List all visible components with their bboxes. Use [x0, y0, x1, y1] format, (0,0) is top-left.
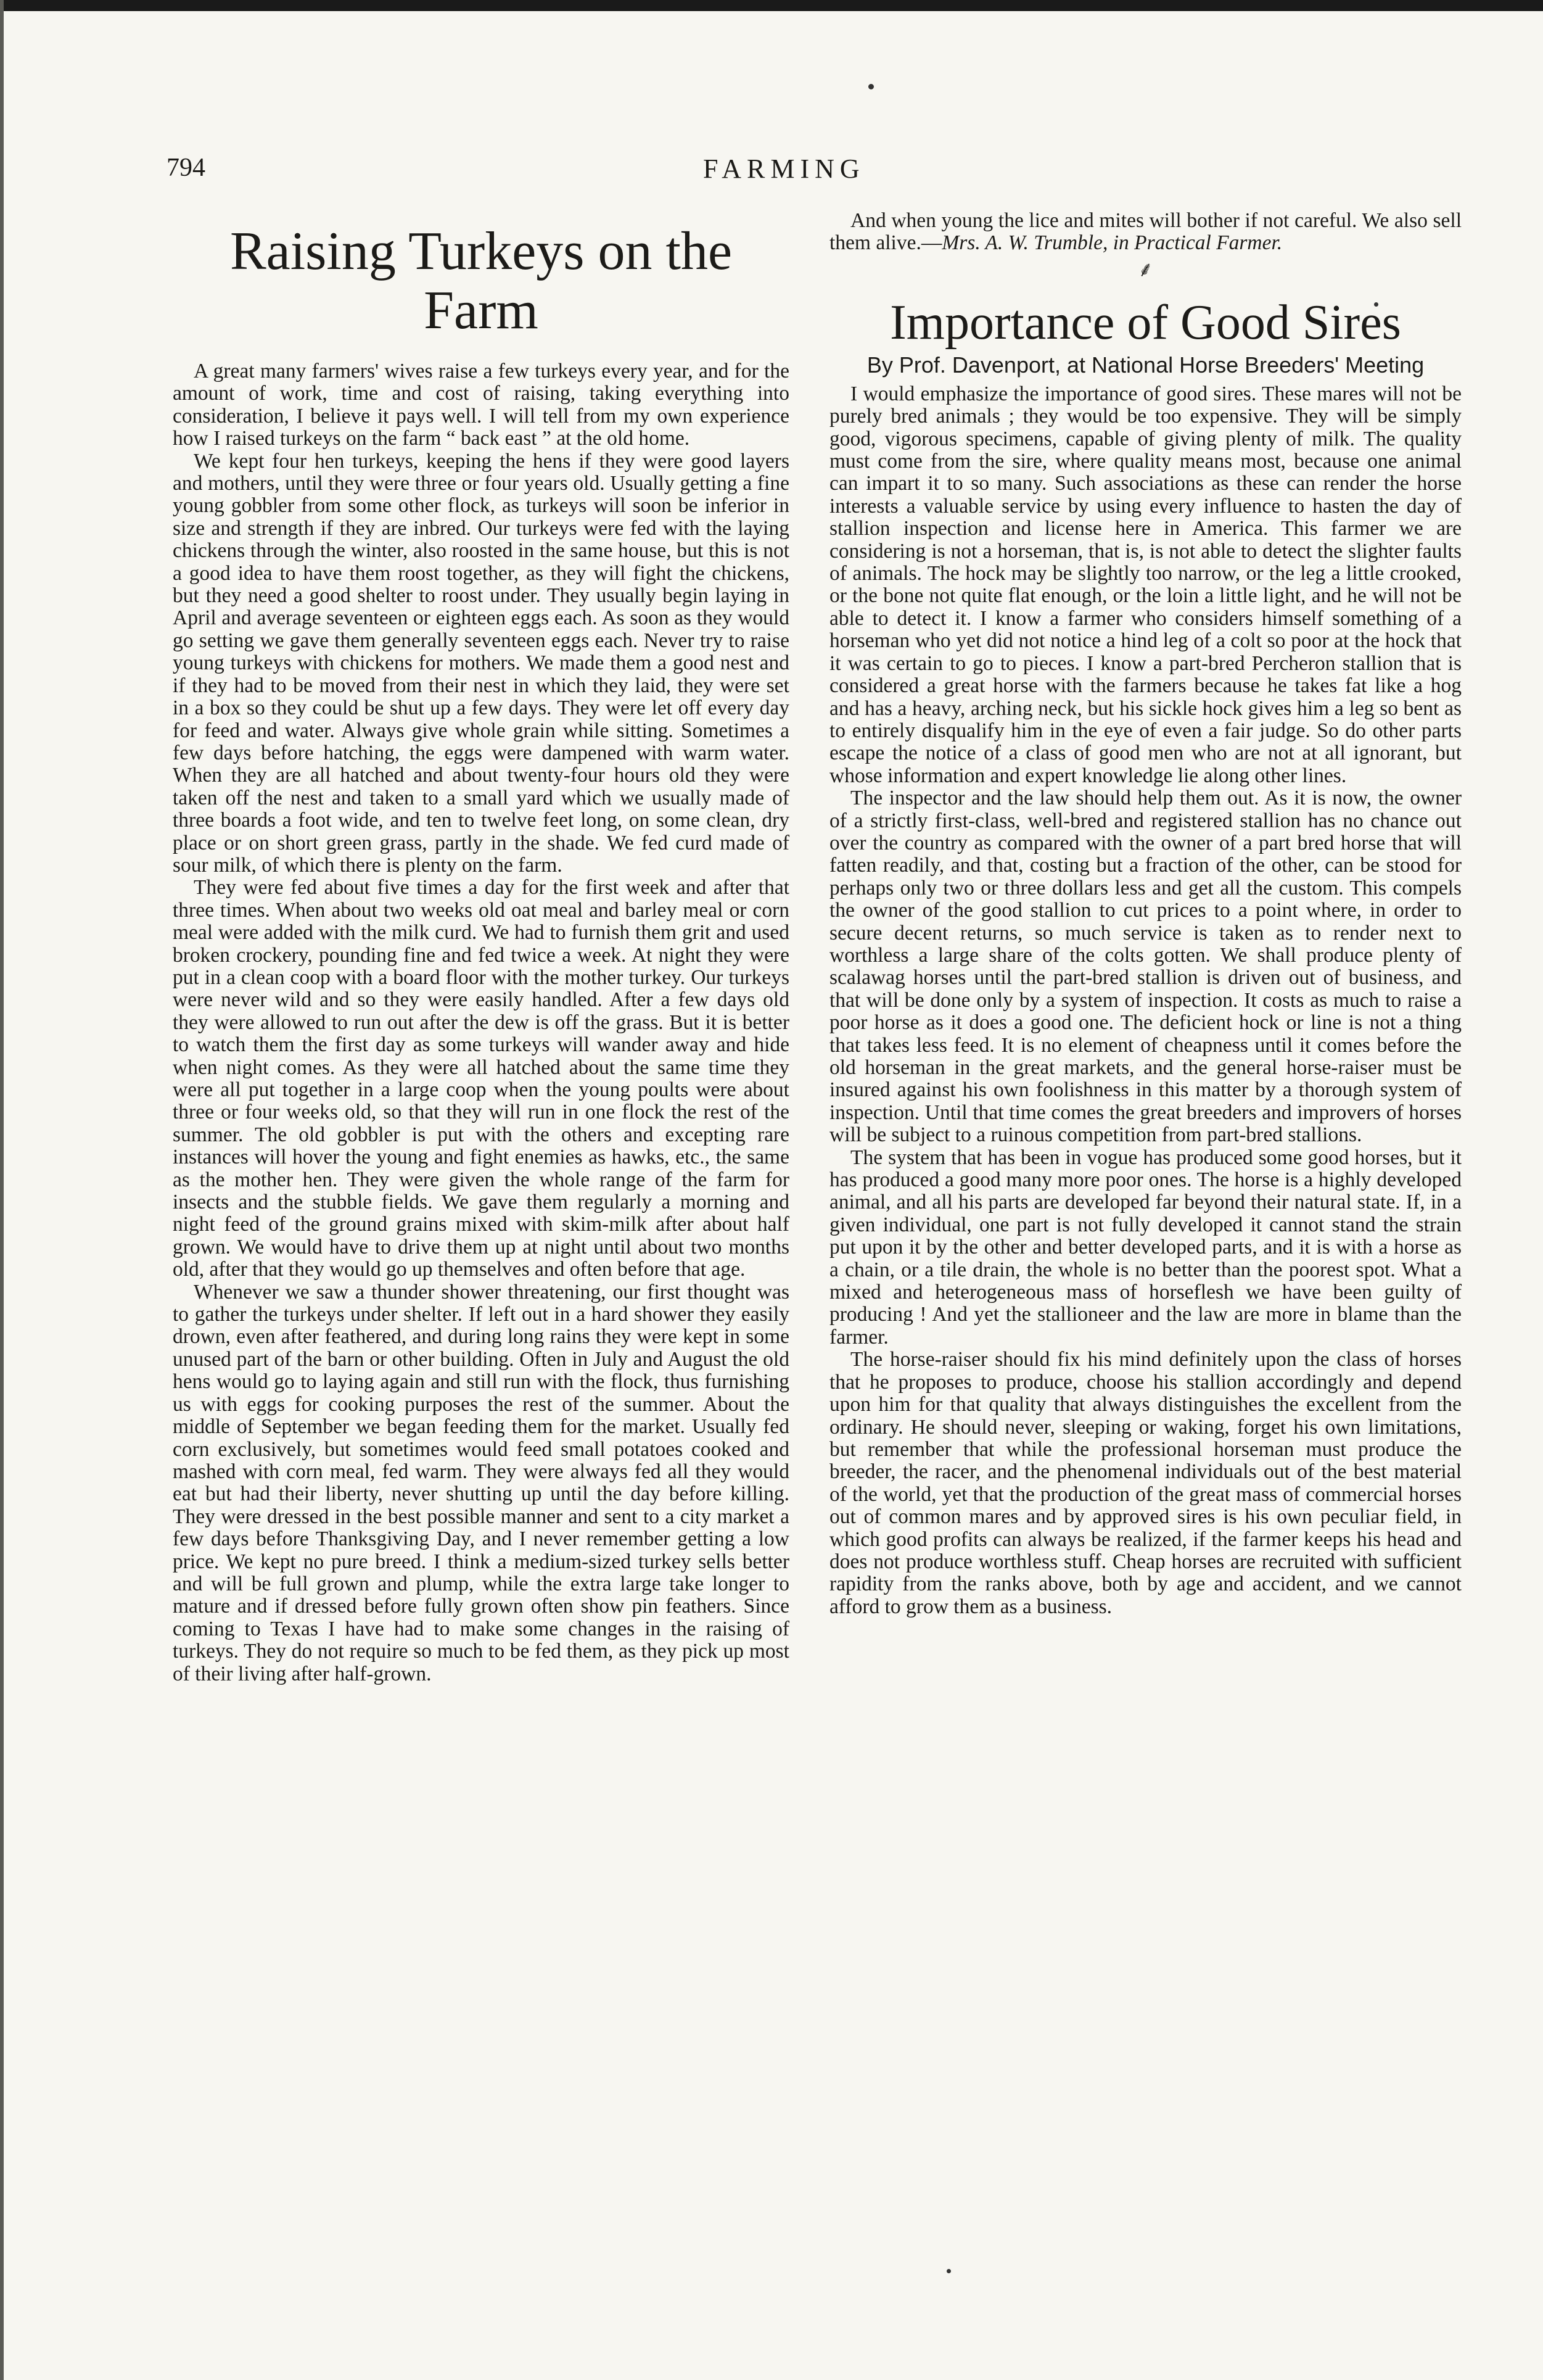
article-title-sires: Importance of Good Sires	[890, 295, 1401, 350]
article-credit: Mrs. A. W. Trumble, in Practical Farmer.	[942, 231, 1283, 255]
article-byline: By Prof. Davenport, at National Horse Breeders' Meeting	[866, 352, 1425, 378]
speck-mark	[947, 2269, 951, 2273]
speck-mark	[868, 84, 874, 89]
paragraph: The horse-raiser should fix his mind definitely upon the class of horses that he proposes to produce, choose his stallion accordingly and depend upon him for that quality that always distinguishes the excellent from the ordinary. He should never, sleeping or waking, forget his own limitations, but remember that while the professional horseman must produce the breeder, the racer, and the phenomenal individuals out of the best material of the world, yet that the production of the great mass of commercial horses out of common mares and by approved sires is his own peculiar field, in which good profits can always be realized, if the farmer keeps his head and does not produce worthless stuff. Cheap horses are recruited with sufficient rapidity from the ranks above, both by age and accident, and we cannot afford to grow them as a business.	[829, 1348, 1462, 1618]
page-number: 794	[167, 154, 205, 182]
ornament-divider: ⸙	[1137, 258, 1154, 281]
continuation-paragraph	[829, 210, 1462, 255]
paragraph: Whenever we saw a thunder shower threatening, our first thought was to gather the turkeys under shelter. If left out in a hard shower they easily drown, even after feathered, and during long rains they were kept in some unused part of the barn or other building. Often in July and August the old hens would go to laying again and still run with the flock, thus furnishing us with eggs for cooking purposes the rest of the summer. About the middle of September we began feeding them for the market. Usually fed corn exclusively, but sometimes would feed small potatoes cooked and mashed with corn meal, fed warm. They were always fed all they would eat but had their liberty, never shutting up until the day before killing. They were dressed in the best possible manner and sent to a city market a few days before Thanksgiving Day, and I never remember getting a low price. We kept no pure breed. I think a medium-sized turkey sells better and will be full grown and plump, while the extra large take longer to mature and if dressed before fully grown often show pin feathers. Since coming to Texas I have had to make some changes in the raising of turkeys. They do not require so much to be fed them, as they pick up most of their living after half-grown.	[173, 1280, 789, 1685]
paragraph: They were fed about five times a day for the first week and after that three times. When about two weeks old oat meal and barley meal or corn meal were added with the milk curd. We had to furnish them grit and used broken crockery, pounding fine and fed twice a week. At night they were put in a clean coop with a board floor with the mother turkey. Our turkeys were never wild and so they were easily handled. After a few days old they were allowed to run out after the dew is off the grass. But it is better to watch them the first day as some turkeys will wander away and hide when night comes. As they were all hatched about the same time they were all put together in a large coop when the young poults were about three or four weeks old, so that they will run in one flock the rest of the summer. The old gobbler is put with the others and excepting rare instances will hover the young and fight enemies as hawks, etc., the same as the mother hen. They were given the whole range of the farm for insects and the stubble fields. We gave them regularly a morning and night feed of the ground grains mixed with skim-milk after about half grown. We would have to drive them up at night until about two months old, after that they would go up themselves and often before that age.	[173, 876, 789, 1281]
running-title: FARMING	[703, 154, 865, 184]
paragraph: I would emphasize the importance of good sires. These mares will not be purely bred animals ; they would be too expensive. They will be simply good, vigorous specimens, capable of giving plenty of milk. The quality must come from the sire, where quality means most, because one animal can impart it to so many. Such associations as these can render the horse interests a valuable service by using every influence to hasten the day of stallion inspection and license here in America. This farmer we are considering is not a horseman, that is, is not able to detect the slighter faults of animals. The hock may be slightly too narrow, or the leg a little crooked, or the bone not quite flat enough, or the loin a little light, and he will not be able to detect it. I know a farmer who considers himself something of a horseman who yet did not notice a hind leg of a colt so poor at the hock that it was certain to go to pieces. I know a part-bred Percheron stallion that is considered a great horse with the farmers because he takes fat like a hog and has a heavy, arching neck, but his sickle hock gives him a leg so bent as to entirely disqualify him in the eye of even a fair judge. So do other parts escape the notice of a class of good men who are not at all ignorant, but whose information and expert knowledge lie along other lines.	[829, 382, 1462, 787]
paragraph: A great many farmers' wives raise a few turkeys every year, and for the amount of work, time and cost of raising, taking everything into consideration, I believe it pays well. I will tell from my own experience how I raised turkeys on the farm “ back east ” at the old home.	[173, 360, 789, 450]
top-border-rule	[0, 0, 1543, 11]
paragraph: The system that has been in vogue has produced some good horses, but it has produced a good many more poor ones. The horse is a highly developed animal, and all his parts are developed far beyond their natural state. If, in a given individual, one part is not fully developed it cannot stand the strain put upon it by the other and better developed parts, and it is with a horse as a chain, or a tile drain, the whole is no better than the poorest spot. What a mixed and heterogeneous mass of horseflesh we have been guilty of producing ! And yet the stallioneer and the law are more in blame than the farmer.	[829, 1146, 1462, 1349]
left-column	[173, 210, 789, 1685]
paragraph: The inspector and the law should help them out. As it is now, the owner of a strictly first-class, well-bred and registered stallion has no chance out over the country as compared with the owner of a part bred horse that will fatten readily, and that, costing but a fraction of the other, can be stood for perhaps only two or three dollars less and get all the custom. This compels the owner of the good stallion to cut prices to a point where, in order to secure decent returns, so much service is taken as to render next to worthless a large share of the colts gotten. We shall produce plenty of scalawag horses until the part-bred stallion is driven out of business, and that will be done only by a system of inspection. It costs as much to raise a poor horse as it does a good one. The deficient hock or line is not a thing that takes less feed. It is no element of cheapness until it comes before the old horseman in the great markets, and the general horse-raiser must be insured against his own foolishness in this matter by a thorough system of inspection. Until that time comes the great breeders and improvers of horses will be subject to a ruinous competition from part-bred stallions.	[829, 787, 1462, 1147]
paragraph: We kept four hen turkeys, keeping the hens if they were good layers and mothers, until they were three or four years old. Usually getting a fine young gobbler from some other flock, as turkeys will soon be inferior in size and strength if they are inbred. Our turkeys were fed with the laying chickens through the winter, also roosted in the same house, but this is not a good idea to have them roost together, as they will fight the chickens, but they need a good shelter to roost under. They usually begin laying in April and average seventeen or eighteen eggs each. As soon as they would go setting we gave them generally seventeen eggs each. Never try to raise young turkeys with chickens for mothers. We made them a good nest and if they had to be moved from their nest in which they laid, they were set in a box so they could be shut up a few days. They were let off every day for feed and water. Always give whole grain while sitting. Sometimes a few days before hatching, the eggs were dampened with warm water. When they are all hatched and about twenty-four hours old they were taken off the nest and taken to a small yard which we usually made of three boards a foot wide, and ten to twelve feet long, on some clean, dry place or on short green grass, partly in the shade. We fed curd made of sour milk, of which there is plenty on the farm.	[173, 449, 789, 877]
left-border-rule	[0, 0, 4, 2380]
continuation-text: And when young the lice and mites will bother if not careful. We also sell them alive.—	[829, 209, 1462, 255]
right-column	[829, 210, 1462, 1618]
article-title-turkeys: Raising Turkeys on the Farm	[229, 221, 733, 341]
